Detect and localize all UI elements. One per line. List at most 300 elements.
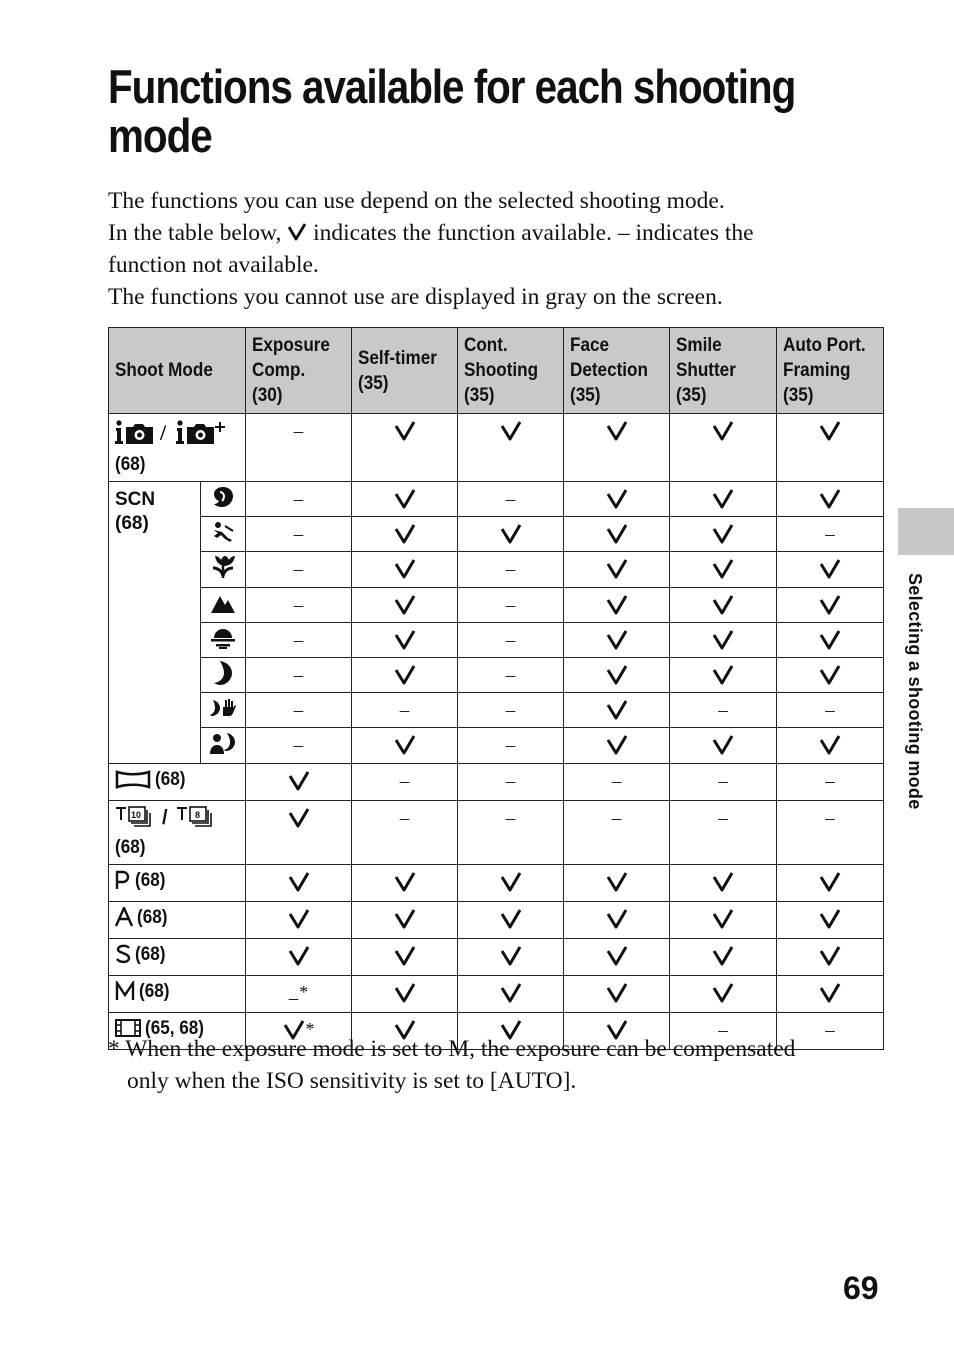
value-cell — [670, 623, 777, 658]
value-cell — [670, 517, 777, 552]
table-row — [109, 865, 884, 902]
value-cell — [458, 939, 564, 976]
checkmark-icon — [819, 420, 841, 442]
intro-text — [108, 185, 848, 313]
available-mark — [394, 871, 416, 895]
scn-page-ref: (68) — [115, 513, 149, 534]
available-mark — [606, 982, 628, 1006]
available-mark — [500, 945, 522, 969]
unavailable-dash: – — [718, 1020, 728, 1041]
intelligent-auto-icon — [115, 418, 233, 453]
value-cell — [246, 658, 352, 693]
value-cell — [564, 728, 670, 764]
checkmark-icon — [819, 629, 841, 651]
value-cell — [564, 801, 670, 865]
value-cell — [670, 764, 777, 801]
value-cell — [777, 939, 884, 976]
mode-page-ref: (68) — [137, 907, 168, 928]
header-line: (35) — [676, 385, 707, 406]
unavailable-dash: – — [505, 630, 516, 651]
value-cell — [246, 552, 352, 588]
manual-exposure-icon — [115, 981, 135, 1008]
checkmark-icon — [819, 871, 841, 893]
value-cell — [670, 658, 777, 693]
checkmark-icon — [288, 945, 310, 967]
checkmark-icon — [712, 871, 734, 893]
value-cell — [670, 693, 777, 728]
unavailable-dash: – — [505, 808, 516, 829]
value-cell — [352, 693, 458, 728]
value-cell — [352, 623, 458, 658]
intro-line-3: function not available. — [108, 252, 319, 278]
header-line: Auto Port. — [783, 335, 866, 356]
available-mark — [606, 594, 628, 618]
checkmark-icon — [394, 664, 416, 686]
available-mark — [606, 908, 628, 932]
unavailable-dash: – — [611, 771, 622, 792]
header-line: Face — [570, 335, 609, 356]
available-mark — [819, 558, 841, 582]
svg-text:8: 8 — [195, 810, 201, 820]
value-cell — [458, 865, 564, 902]
value-cell — [564, 552, 670, 588]
header-line: (35) — [358, 372, 389, 394]
intro-line-2a: In the table below, — [108, 220, 282, 246]
checkmark-icon — [712, 945, 734, 967]
available-mark — [712, 734, 734, 758]
title-line-1: Functions available for each shooting — [108, 60, 796, 113]
mode-cell — [109, 801, 246, 865]
unavailable-dash: – — [505, 595, 516, 616]
scene-icon-cell — [201, 693, 246, 728]
unavailable-dash: – — [825, 1020, 835, 1041]
portrait-scene-icon — [211, 485, 235, 509]
value-cell — [670, 482, 777, 517]
checkmark-icon — [500, 523, 522, 545]
value-cell — [458, 517, 564, 552]
header-cont-shooting — [458, 328, 564, 414]
table-row — [109, 658, 884, 693]
unavailable-dash: – — [399, 771, 410, 792]
header-smile-shutter — [670, 328, 777, 414]
available-mark — [606, 420, 628, 444]
shutter-priority-icon — [115, 944, 131, 971]
available-mark — [712, 488, 734, 512]
available-mark — [712, 664, 734, 688]
value-cell — [564, 865, 670, 902]
header-line: Exposure — [252, 335, 330, 356]
mode-cell — [109, 976, 246, 1013]
checkmark-icon — [500, 871, 522, 893]
checkmark-icon — [819, 734, 841, 756]
value-cell — [246, 764, 352, 801]
available-mark — [394, 629, 416, 653]
value-cell — [352, 976, 458, 1013]
unavailable-dash: – — [293, 595, 304, 616]
available-mark — [819, 945, 841, 969]
checkmark-icon — [288, 807, 310, 829]
available-mark — [606, 488, 628, 512]
available-mark — [288, 908, 310, 932]
value-cell — [564, 482, 670, 517]
table-row — [109, 902, 884, 939]
unavailable-dash: – — [293, 630, 304, 651]
checkmark-icon — [394, 488, 416, 510]
value-cell — [670, 939, 777, 976]
available-mark — [819, 871, 841, 895]
available-mark — [606, 945, 628, 969]
unavailable-dash: – — [505, 700, 516, 721]
footnote-line-2: only when the ISO sensitivity is set to [AUTO]. — [127, 1068, 577, 1094]
mode-page-ref: (68) — [115, 837, 146, 858]
checkmark-icon — [606, 734, 628, 756]
scene-icon-cell — [201, 623, 246, 658]
value-cell — [352, 764, 458, 801]
header-row — [109, 328, 884, 414]
footnote-line-1: * When the exposure mode is set to M, the exposure can be compensated — [108, 1036, 796, 1062]
available-mark — [712, 908, 734, 932]
available-mark — [500, 908, 522, 932]
checkmark-icon — [606, 945, 628, 967]
header-line: (35) — [464, 385, 495, 406]
available-mark — [500, 871, 522, 895]
value-cell — [246, 517, 352, 552]
header-line: Shoot Mode — [115, 360, 213, 381]
available-mark — [288, 807, 310, 831]
table-row — [109, 623, 884, 658]
checkmark-icon — [819, 982, 841, 1004]
footnote-asterisk: * — [305, 1019, 315, 1039]
checkmark-icon — [394, 420, 416, 442]
program-auto-icon — [115, 870, 131, 897]
available-mark — [606, 699, 628, 723]
checkmark-icon — [394, 558, 416, 580]
checkmark-icon — [606, 908, 628, 930]
checkmark-icon — [819, 945, 841, 967]
available-mark — [394, 982, 416, 1006]
sunset-scene-icon — [210, 626, 236, 650]
svg-text:/: / — [160, 420, 167, 445]
unavailable-dash: – — [611, 808, 622, 829]
unavailable-dash: – — [293, 489, 304, 510]
header-line: Self-timer — [358, 347, 437, 369]
checkmark-icon — [394, 945, 416, 967]
checkmark-icon — [712, 629, 734, 651]
unavailable-dash: – — [293, 421, 304, 442]
available-mark — [712, 594, 734, 618]
value-cell — [458, 623, 564, 658]
value-cell — [564, 764, 670, 801]
available-mark — [712, 420, 734, 444]
sweep-panorama-icon — [115, 769, 151, 796]
checkmark-icon — [394, 734, 416, 756]
checkmark-icon — [712, 982, 734, 1004]
header-line: Smile — [676, 335, 722, 356]
available-mark — [288, 770, 310, 794]
value-cell — [564, 588, 670, 623]
value-cell — [458, 902, 564, 939]
available-mark — [819, 664, 841, 688]
checkmark-icon — [712, 523, 734, 545]
mode-page-ref: (68) — [135, 944, 166, 965]
value-cell — [458, 658, 564, 693]
value-cell — [777, 658, 884, 693]
value-cell — [670, 865, 777, 902]
checkmark-icon — [712, 420, 734, 442]
intro-line-2b: indicates the function available. – indicates the — [313, 220, 754, 246]
value-cell — [458, 976, 564, 1013]
checkmark-icon — [606, 629, 628, 651]
page-title — [108, 60, 796, 162]
available-mark — [288, 871, 310, 895]
value-cell — [777, 517, 884, 552]
value-cell — [246, 414, 352, 482]
available-mark — [606, 664, 628, 688]
available-mark — [712, 629, 734, 653]
header-line: Detection — [570, 360, 648, 381]
value-cell — [352, 658, 458, 693]
checkmark-icon — [819, 664, 841, 686]
mode-cell — [109, 939, 246, 976]
available-mark — [606, 629, 628, 653]
unavailable-dash: – — [293, 559, 304, 580]
value-cell — [352, 588, 458, 623]
scn-label: SCN — [115, 489, 156, 510]
checkmark-icon — [287, 222, 307, 242]
value-cell — [777, 728, 884, 764]
value-cell — [352, 482, 458, 517]
header-auto-port-framing — [777, 328, 884, 414]
checkmark-icon — [500, 982, 522, 1004]
mode-page-ref: (68) — [139, 981, 170, 1002]
value-cell — [246, 588, 352, 623]
table-row — [109, 693, 884, 728]
checkmark-icon — [394, 871, 416, 893]
night-view-scene-icon — [211, 660, 235, 686]
scene-icon-cell — [201, 517, 246, 552]
value-cell — [564, 902, 670, 939]
mode-page-ref: (68) — [155, 769, 186, 790]
available-mark — [394, 594, 416, 618]
value-cell — [246, 482, 352, 517]
table-row — [109, 728, 884, 764]
checkmark-icon — [819, 908, 841, 930]
svg-text:/: / — [162, 807, 168, 829]
available-mark — [712, 871, 734, 895]
unavailable-dash: – — [505, 735, 516, 756]
value-cell — [352, 552, 458, 588]
available-mark — [819, 982, 841, 1006]
checkmark-icon — [606, 664, 628, 686]
intro-line-4: The functions you cannot use are displayed in gray on the screen. — [108, 284, 723, 310]
unavailable-dash: – — [505, 665, 516, 686]
unavailable-dash: – — [505, 559, 516, 580]
header-face-detection — [564, 328, 670, 414]
unavailable-dash: – — [293, 524, 304, 545]
available-mark — [819, 908, 841, 932]
mode-cell — [109, 764, 246, 801]
header-line: (35) — [570, 385, 601, 406]
value-cell — [777, 801, 884, 865]
scene-icon-cell — [201, 482, 246, 517]
value-cell — [777, 693, 884, 728]
checkmark-icon — [712, 734, 734, 756]
checkmark-icon — [500, 945, 522, 967]
table-row — [109, 482, 884, 517]
value-cell — [352, 517, 458, 552]
value-cell — [246, 728, 352, 764]
section-tab — [898, 508, 954, 555]
landscape-scene-icon — [210, 592, 236, 614]
value-cell — [564, 623, 670, 658]
scn-mode-cell — [109, 482, 201, 764]
unavailable-dash: – — [825, 700, 835, 721]
checkmark-icon — [606, 420, 628, 442]
page-number: 69 — [843, 1270, 879, 1306]
svg-text:10: 10 — [131, 810, 142, 820]
mode-page-ref: (68) — [115, 454, 146, 475]
available-mark — [394, 945, 416, 969]
functions-table — [108, 327, 884, 1050]
header-line: (30) — [252, 385, 283, 406]
value-cell — [564, 976, 670, 1013]
mode-cell — [109, 865, 246, 902]
value-cell — [458, 764, 564, 801]
value-cell — [352, 414, 458, 482]
unavailable-dash: – — [505, 771, 516, 792]
value-cell — [564, 693, 670, 728]
available-mark — [819, 488, 841, 512]
checkmark-icon — [712, 664, 734, 686]
checkmark-icon — [819, 488, 841, 510]
header-exposure-comp — [246, 328, 352, 414]
header-shoot-mode — [109, 328, 246, 414]
header-line: Shutter — [676, 360, 736, 381]
available-mark — [712, 945, 734, 969]
checkmark-icon — [394, 523, 416, 545]
value-cell — [777, 623, 884, 658]
value-cell — [777, 414, 884, 482]
header-line: Comp. — [252, 360, 306, 381]
mode-cell — [109, 414, 246, 482]
checkmark-icon — [394, 629, 416, 651]
footnote-asterisk: * — [299, 982, 309, 1002]
value-cell — [670, 414, 777, 482]
sports-action-scene-icon — [211, 520, 235, 544]
checkmark-icon — [606, 871, 628, 893]
available-mark — [819, 594, 841, 618]
available-mark — [394, 664, 416, 688]
aperture-priority-icon — [115, 907, 133, 934]
available-mark — [394, 558, 416, 582]
title-line-2: mode — [108, 109, 212, 162]
value-cell — [564, 658, 670, 693]
available-mark — [500, 420, 522, 444]
checkmark-icon — [606, 558, 628, 580]
unavailable-dash: – — [505, 489, 516, 510]
value-cell — [458, 482, 564, 517]
available-mark — [606, 871, 628, 895]
checkmark-icon — [500, 420, 522, 442]
unavailable-dash: – — [293, 735, 304, 756]
intro-line-1: The functions you can use depend on the selected shooting mode. — [108, 188, 725, 214]
available-mark — [500, 523, 522, 547]
table-row — [109, 588, 884, 623]
available-mark — [819, 420, 841, 444]
checkmark-icon — [606, 523, 628, 545]
checkmark-icon — [712, 558, 734, 580]
scene-icon-cell — [201, 588, 246, 623]
table-row — [109, 552, 884, 588]
available-mark — [500, 982, 522, 1006]
unavailable-dash: – — [399, 700, 410, 721]
value-cell — [246, 902, 352, 939]
checkmark-icon — [288, 871, 310, 893]
value-cell — [564, 939, 670, 976]
value-cell — [458, 801, 564, 865]
value-cell — [246, 623, 352, 658]
available-mark — [819, 734, 841, 758]
value-cell — [777, 482, 884, 517]
checkmark-icon — [394, 982, 416, 1004]
value-cell — [246, 801, 352, 865]
value-cell — [352, 801, 458, 865]
value-cell — [670, 801, 777, 865]
value-cell — [670, 588, 777, 623]
value-cell — [777, 588, 884, 623]
available-mark — [394, 488, 416, 512]
unavailable-dash: – — [288, 988, 299, 1009]
available-mark — [712, 558, 734, 582]
value-cell — [352, 902, 458, 939]
value-cell — [777, 552, 884, 588]
value-cell — [564, 414, 670, 482]
available-mark — [712, 982, 734, 1006]
checkmark-icon — [606, 594, 628, 616]
header-line: Shooting — [464, 360, 539, 381]
header-self-timer — [352, 328, 458, 414]
value-cell — [246, 939, 352, 976]
checkmark-icon — [288, 770, 310, 792]
scene-icon-cell — [201, 552, 246, 588]
unavailable-dash: – — [718, 808, 728, 829]
checkmark-icon — [394, 594, 416, 616]
checkmark-icon — [712, 594, 734, 616]
unavailable-dash: – — [293, 700, 304, 721]
unavailable-dash: – — [718, 771, 728, 792]
available-mark — [606, 734, 628, 758]
value-cell — [458, 414, 564, 482]
unavailable-dash: – — [293, 665, 304, 686]
header-line: Framing — [783, 360, 851, 381]
scene-icon-cell — [201, 658, 246, 693]
footnote — [108, 1033, 888, 1097]
value-cell — [246, 976, 352, 1013]
checkmark-icon — [606, 488, 628, 510]
value-cell — [458, 552, 564, 588]
hand-held-twilight-scene-icon — [209, 697, 237, 719]
available-mark — [606, 523, 628, 547]
checkmark-icon — [712, 488, 734, 510]
value-cell — [458, 693, 564, 728]
unavailable-dash: – — [399, 808, 410, 829]
available-mark — [606, 558, 628, 582]
value-cell — [352, 865, 458, 902]
value-cell — [564, 517, 670, 552]
value-cell — [458, 588, 564, 623]
checkmark-icon — [394, 908, 416, 930]
available-mark — [394, 420, 416, 444]
